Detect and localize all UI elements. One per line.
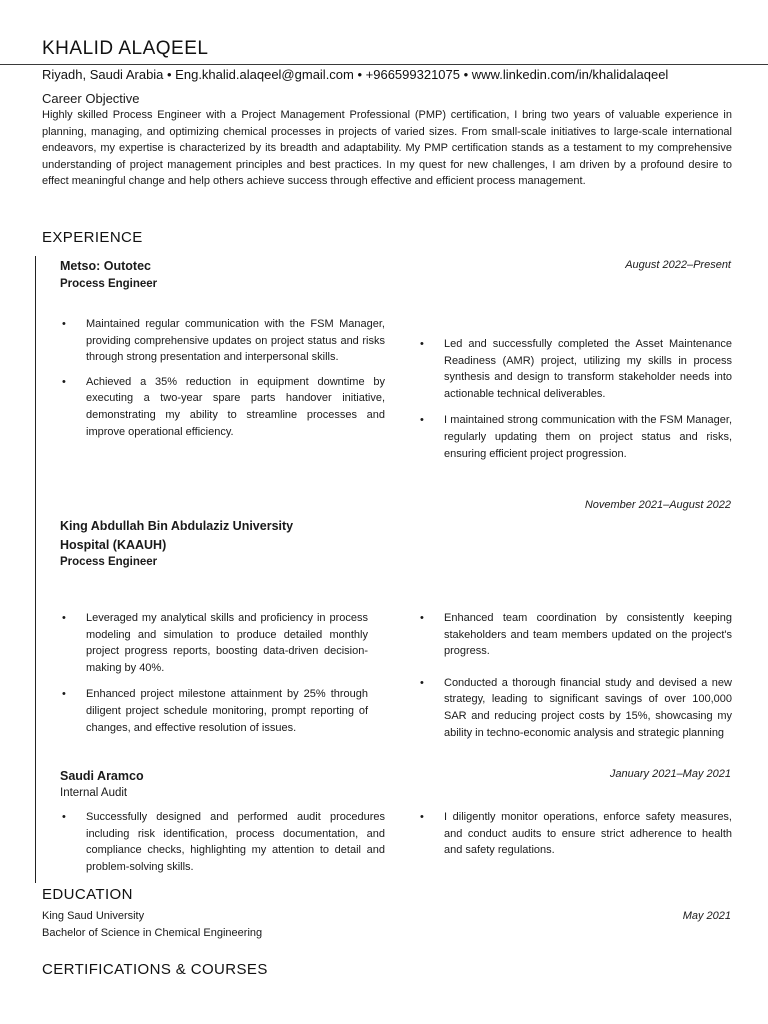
education-heading: EDUCATION (42, 886, 133, 903)
bullet-item: • Leveraged my analytical skills and proficiency in process modeling and simulation to produce detailed monthly project progress reports, boosting data-driven decision-making by 40%. (60, 610, 368, 676)
job-2-organization-line2: Hospital (KAAUH) (60, 538, 167, 552)
career-objective-heading: Career Objective (42, 91, 140, 106)
job-3-right-bullets (418, 809, 732, 867)
bullet-item: • Enhanced team coordination by consistently keeping stakeholders and team members updated on the project's progress. (418, 610, 732, 660)
job-1-organization: Metso: Outotec (60, 259, 151, 273)
bullet-item: • Enhanced project milestone attainment by 25% through diligent project schedule monitoring, prompt reporting of changes, and effective resolution of issues. (60, 686, 368, 736)
job-2-role: Process Engineer (60, 556, 158, 568)
job-2-left-bullets (60, 610, 368, 744)
education-date: May 2021 (682, 910, 731, 922)
bullet-item: • Successfully designed and performed audit procedures including risk identification, process documentation, and compliance checks, highlighting my attention to detail and problem-solving skills. (60, 809, 385, 875)
bullet-item: • I diligently monitor operations, enforce safety measures, and conduct audits to ensure strict adherence to health and safety regulations. (418, 809, 732, 859)
bullet-item: • Led and successfully completed the Asset Maintenance Readiness (AMR) project, utilizing my skills in process synthesis and design to transform stakeholder needs into actionable technical deliverables. (418, 336, 732, 402)
job-1-date: August 2022–Present (625, 259, 731, 271)
education-school: King Saud University (42, 910, 145, 922)
education-degree: Bachelor of Science in Chemical Engineering (42, 927, 263, 939)
job-2-date: November 2021–August 2022 (584, 499, 731, 511)
job-3-date: January 2021–May 2021 (609, 768, 731, 780)
job-1-left-bullets (60, 316, 385, 448)
bullet-item: • I maintained strong communication with the FSM Manager, regularly updating them on project status and risks, ensuring efficient project progression. (418, 412, 732, 462)
candidate-name: KHALID ALAQEEL (42, 38, 209, 59)
job-2-organization-line1: King Abdullah Bin Abdulaziz University (60, 519, 294, 533)
certifications-heading: CERTIFICATIONS & COURSES (42, 961, 268, 978)
bullet-item: • Conducted a thorough financial study and devised a new strategy, leading to significant savings of over 100,000 SAR and reducing project costs by 15%, showcasing my ability in techno-economic analysis and strategic planning (418, 675, 732, 741)
job-1-right-bullets (418, 336, 732, 470)
job-3-left-bullets (60, 809, 385, 883)
bullet-item: • Achieved a 35% reduction in equipment downtime by executing a two-year spare parts handover initiative, demonstrating my ability to streamline processes and improve operational efficiency. (60, 374, 385, 440)
career-objective-text: Highly skilled Process Engineer with a Project Management Professional (PMP) certification, I bring two years of valuable experience in planning, managing, and optimizing chemical processes in projects of varied sizes. From small-scale initiatives to large-scale international endeavors, my expertise is characterized by its breadth and adaptability. My PMP certification stands as a testament to my comprehensive understanding of project management principles and best practices. In my quest for new challenges, I am driven by a profound desire to effect meaningful change and help others achieve success through effective and efficient process management. (42, 109, 732, 188)
experience-vertical-rule (35, 256, 36, 883)
job-3-role: Internal Audit (60, 787, 128, 799)
experience-heading: EXPERIENCE (42, 229, 143, 246)
job-2-right-bullets (418, 610, 732, 749)
job-3-organization: Saudi Aramco (60, 769, 144, 783)
job-1-role: Process Engineer (60, 278, 158, 290)
header-divider (0, 64, 768, 65)
contact-line: Riyadh, Saudi Arabia • Eng.khalid.alaqeel@gmail.com • +966599321075 • www.linkedin.com/in/khalidalaqeel (42, 67, 669, 82)
bullet-item: • Maintained regular communication with the FSM Manager, providing comprehensive updates on project status and risks through strong presentation and interpersonal skills. (60, 316, 385, 366)
